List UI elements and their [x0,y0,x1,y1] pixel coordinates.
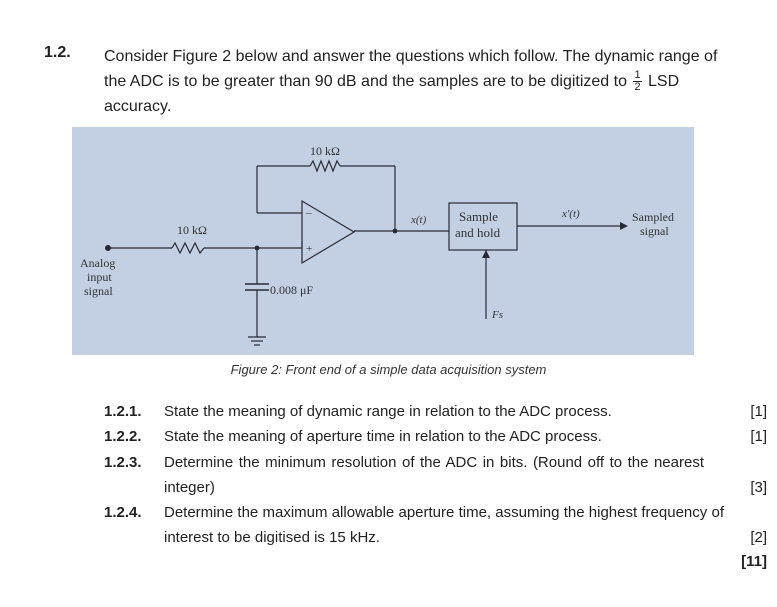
question-number: 1.2. [44,44,71,61]
xt-label: x(t) [411,214,427,226]
input-resistor-label: 10 kΩ [177,223,207,237]
subquestion-text: State the meaning of dynamic range in relation to the ADC process. [164,403,612,420]
output-label-1: Sampled [632,210,674,224]
half-fraction [633,70,641,93]
total-marks: [11] [741,553,767,570]
subquestion-marks: [3] [750,479,767,496]
subquestion-number: 1.2.1. [104,403,142,420]
xprime-label: x′(t) [562,208,580,220]
subquestion-marks: [1] [750,403,767,420]
intro-text-1: Consider Figure 2 below and answer the questions which follow. The dynamic range of the ADC is to be greater than 90 dB and the samples are to be digitized to [104,48,718,90]
output-label-2: signal [640,224,669,238]
input-label-3: signal [84,284,113,298]
sample-hold-line1: Sample [459,209,498,224]
fs-arrowhead [482,250,490,258]
fs-label: Fs [492,309,503,321]
feedback-resistor [310,161,340,171]
circuit-diagram [72,127,694,355]
sample-hold-line2: and hold [455,225,501,240]
subquestion-text: State the meaning of aperture time in relation to the ADC process. [164,428,602,445]
fraction-numerator: 1 [634,69,641,82]
circuit-figure [72,127,694,355]
fraction-denominator: 2 [634,81,641,94]
subquestion-marks: [2] [750,529,767,546]
capacitor-label: 0.008 μF [270,283,314,297]
subquestion-number: 1.2.3. [104,454,142,471]
input-label-2: input [87,270,112,284]
input-label-1: Analog [80,256,116,270]
subquestion-text: Determine the maximum allowable aperture time, assuming the highest frequency of interest to be digitised is 15 kHz. [164,504,724,546]
subquestion-number: 1.2.4. [104,504,142,521]
junction-node [255,246,260,251]
subquestion-text: Determine the minimum resolution of the ADC in bits. (Round off to the nearest integer) [164,454,704,496]
subquestion-marks: [1] [750,428,767,445]
minus-label: – [306,207,312,219]
subquestion-number: 1.2.2. [104,428,142,445]
intro-text-2: LSD accuracy. [104,73,680,115]
output-node [393,229,398,234]
input-node [105,245,111,251]
output-arrowhead [620,222,628,230]
input-resistor [172,243,204,253]
question-intro [104,44,744,119]
feedback-resistor-label: 10 kΩ [310,144,340,158]
figure-caption: Figure 2: Front end of a simple data acquisition system [230,362,547,377]
plus-label: + [306,243,313,255]
